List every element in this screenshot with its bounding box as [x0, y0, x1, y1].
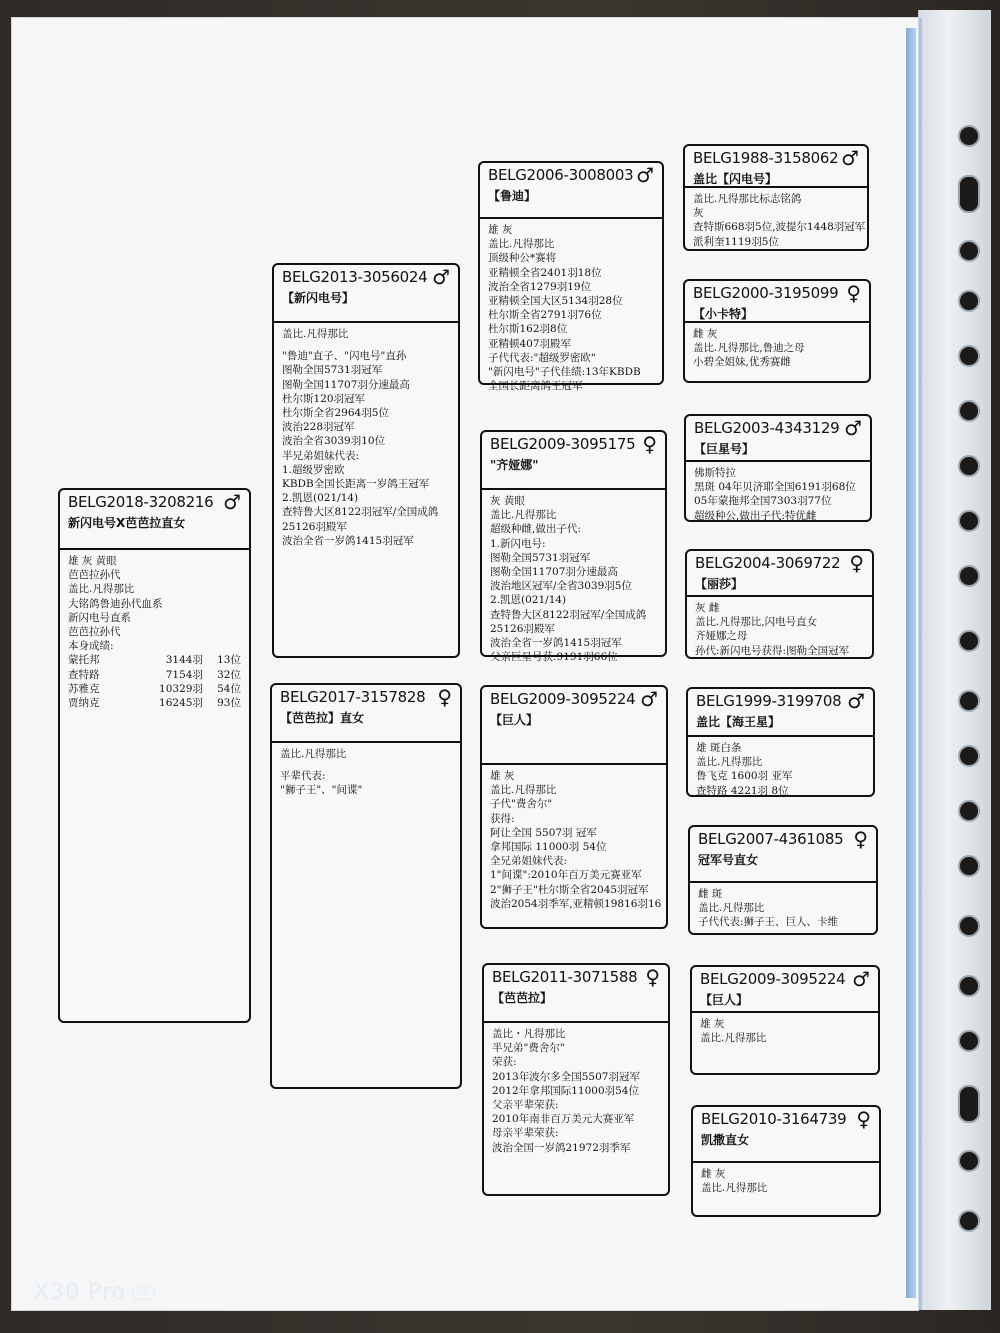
- note-line: 盖比.凡得那比,鲁迪之母: [693, 342, 805, 355]
- pigeon-name: 【巨人】: [490, 713, 539, 727]
- sex-symbol-icon: ♀: [642, 432, 657, 456]
- pigeon-name: 冠军号直女: [698, 853, 759, 867]
- pigeon-name: 盖比【海王星】: [696, 715, 781, 729]
- card-notes: [686, 462, 870, 527]
- note-line: 2"狮子王"杜尔斯全省2045羽冠军: [490, 883, 649, 896]
- note-line: 波治2054羽季军,亚精顿19816羽16: [490, 897, 662, 910]
- card-header: [692, 967, 878, 1013]
- note-line: 鲁飞克 1600羽 亚军: [696, 770, 793, 783]
- card-header: [274, 265, 458, 323]
- binder-strip: [918, 10, 991, 1310]
- note-line: 平辈代表:: [280, 770, 326, 783]
- note-line: 雄 灰: [700, 1018, 725, 1030]
- card-notes: [687, 597, 872, 662]
- note-line: 杜尔斯全省2964羽5位: [282, 407, 389, 420]
- paper-edge: [906, 28, 916, 1298]
- note-line: 杜尔斯162羽8位: [488, 323, 568, 336]
- note-line: 波治地区冠军/全省3039羽5位: [490, 580, 632, 593]
- ring-number: BELG2010-3164739: [701, 1110, 847, 1128]
- note-line: 子代代表:"超级罗密欧": [488, 351, 596, 364]
- card-notes: [60, 550, 249, 714]
- note-line: 盖比.凡得那比: [488, 238, 555, 251]
- note-line: 派利奎1119羽5位: [693, 235, 779, 248]
- note-line: 盖比.凡得那比: [700, 1032, 767, 1045]
- result-birds: 16245羽: [159, 697, 203, 710]
- note-line: 本身成绩:: [68, 640, 114, 653]
- note-line: 雄 斑白条: [696, 742, 742, 754]
- sex-symbol-icon: ♂: [847, 689, 865, 713]
- note-line: 灰 黄眼: [490, 495, 525, 507]
- note-line: 雌 灰: [701, 1168, 726, 1180]
- note-line: 母亲平辈荣获:: [492, 1127, 559, 1140]
- note-line: 盖比.凡得那比: [490, 784, 557, 797]
- note-line: 图勒全国5731羽冠军: [490, 551, 591, 564]
- race-results: [68, 653, 241, 710]
- note-line: KBDB全国长距离一岁鸽王冠军: [282, 478, 430, 491]
- note-line: 父亲巨星号获:9191羽66位: [490, 651, 618, 664]
- note-line: 获得:: [490, 812, 515, 825]
- pigeon-name: 【新闪电号】: [282, 291, 355, 305]
- camera-watermark: [34, 1280, 155, 1305]
- punch-hole: [958, 175, 980, 213]
- punch-hole: [958, 745, 980, 767]
- card-header: [60, 490, 249, 550]
- note-line: 新闪电号直系: [68, 611, 131, 624]
- ring-number: BELG1999-3199708: [696, 692, 842, 710]
- pigeon-name: 凯撒直女: [701, 1133, 750, 1147]
- note-line: 芭芭拉孙代: [68, 569, 121, 582]
- note-line: 顶级种公*赛将: [488, 252, 557, 265]
- sss-card: [683, 144, 869, 251]
- network-badge: 5G: [132, 1286, 155, 1300]
- note-line: 拿邦国际 11000羽 54位: [490, 841, 607, 854]
- camera-model: X30 Pro: [34, 1280, 126, 1305]
- note-line: 灰: [693, 207, 704, 220]
- result-birds: 3144羽: [165, 654, 203, 667]
- sex-symbol-icon: ♀: [846, 281, 861, 305]
- card-notes: [692, 1013, 878, 1049]
- note-line: 半兄弟"费舍尔": [492, 1042, 565, 1055]
- note-line: 杜尔斯120羽冠军: [282, 392, 366, 405]
- note-line: 查特鲁大区8122羽冠军/全国成鸽: [490, 608, 647, 621]
- result-row: [68, 653, 241, 667]
- ring-number: BELG1988-3158062: [693, 149, 839, 167]
- note-line: 亚精顿全省2401羽18位: [488, 266, 602, 279]
- punch-hole: [958, 855, 980, 877]
- punch-hole: [958, 690, 980, 712]
- note-line: 孙代:新闪电号获得:图勒全国冠军: [695, 644, 850, 657]
- ssd-card: [683, 279, 871, 383]
- sex-symbol-icon: ♀: [856, 1107, 871, 1131]
- card-header: [693, 1107, 879, 1163]
- punch-hole: [958, 800, 980, 822]
- ring-number: BELG2013-3056024: [282, 268, 428, 286]
- note-line: 05年蒙拖邦全国7303羽77位: [694, 495, 832, 508]
- card-notes: [274, 323, 458, 552]
- note-line: 1"间谍":2010年百万美元赛亚军: [490, 869, 642, 882]
- sex-symbol-icon: ♂: [223, 490, 241, 514]
- note-line: 全兄弟姐妹代表:: [490, 855, 568, 868]
- note-line: 子代"费舍尔": [490, 798, 553, 811]
- result-rank: 54位: [217, 682, 241, 695]
- card-header: [685, 146, 867, 188]
- note-line: 盖比.凡得那比: [698, 902, 765, 915]
- note-line: 黑斑 04年贝济耶全国6191羽68位: [694, 481, 856, 494]
- note-line: 芭芭拉孙代: [68, 626, 121, 639]
- sds-card: [684, 414, 872, 522]
- result-rank: 13位: [217, 654, 241, 667]
- note-line: 雌 斑: [698, 888, 723, 900]
- note-line: 查特斯668羽5位,波提尔1448羽冠军: [693, 221, 866, 234]
- pigeon-name: 【芭芭拉】: [492, 991, 553, 1005]
- result-rank: 93位: [217, 697, 241, 710]
- note-line: 波治全省3039羽10位: [282, 435, 386, 448]
- note-line: "鲁迪"直子、"闪电号"直孙: [282, 350, 407, 363]
- punch-hole: [958, 510, 980, 532]
- card-notes: [685, 323, 869, 374]
- note-line: 灰 雌: [695, 602, 720, 614]
- dam-dam-card: [482, 963, 670, 1196]
- card-notes: [685, 188, 867, 253]
- ring-number: BELG2007-4361085: [698, 830, 844, 848]
- note-line: 图勒全国5731羽冠军: [282, 364, 383, 377]
- note-line: 雄 灰 黄眼: [68, 555, 117, 567]
- card-header: [484, 965, 668, 1023]
- note-line: 阿让全国 5507羽 冠军: [490, 826, 597, 839]
- sire-dam-card: [480, 430, 667, 664]
- pigeon-name: 新闪电号X芭芭拉直女: [68, 516, 186, 530]
- card-notes: [688, 737, 873, 802]
- sex-symbol-icon: ♂: [640, 687, 658, 711]
- note-line: 盖比.凡得那比: [280, 748, 347, 760]
- pigeon-name: 【鲁迪】: [488, 189, 537, 203]
- sex-symbol-icon: ♂: [841, 146, 859, 170]
- note-line: 全国长距离鸽王冠军: [488, 380, 583, 393]
- card-header: [688, 689, 873, 737]
- note-line: 盖比.凡得那比: [701, 1182, 768, 1195]
- ddd-card: [691, 1105, 881, 1217]
- punch-hole: [958, 1085, 980, 1123]
- punch-hole: [958, 1030, 980, 1052]
- pigeon-name: 【小卡特】: [693, 307, 754, 321]
- dsd-card: [688, 825, 878, 935]
- result-place: 苏雅克: [68, 682, 100, 695]
- note-line: 波治全国一岁鸽21972羽季军: [492, 1141, 631, 1154]
- note-line: 1.超级罗密欧: [282, 463, 345, 476]
- result-place: 蒙托邦: [68, 654, 100, 667]
- note-line: 小碧全姐妹,优秀赛雌: [693, 356, 791, 369]
- pigeon-name: 【丽莎】: [695, 577, 744, 591]
- ring-number: BELG2011-3071588: [492, 968, 638, 986]
- card-notes: [480, 219, 662, 397]
- ring-number: BELG2006-3008003: [488, 166, 634, 184]
- pigeon-name: 【巨星号】: [694, 442, 755, 456]
- dds-card: [690, 965, 880, 1075]
- note-line: 佛斯特拉: [694, 467, 736, 479]
- sex-symbol-icon: ♀: [849, 551, 864, 575]
- ring-number: BELG2009-3095224: [490, 690, 636, 708]
- note-line: 2013年波尔多全国5507羽冠军: [492, 1070, 640, 1083]
- note-line: 盖比.凡得那比: [490, 509, 557, 522]
- sex-symbol-icon: ♂: [844, 416, 862, 440]
- punch-hole: [958, 455, 980, 477]
- note-line: 父亲平辈荣获:: [492, 1099, 559, 1112]
- card-header: [482, 432, 665, 490]
- ring-number: BELG2017-3157828: [280, 688, 426, 706]
- result-birds: 7154羽: [165, 668, 203, 681]
- sex-symbol-icon: ♀: [437, 685, 452, 709]
- punch-hole: [958, 915, 980, 937]
- pigeon-name: 【巨人】: [700, 993, 749, 1007]
- line-gap: [282, 341, 450, 349]
- note-line: 齐娅娜之母: [695, 630, 748, 643]
- card-header: [482, 687, 666, 765]
- punch-hole: [958, 1210, 980, 1232]
- note-line: 盖比.凡得那比,闪电号直女: [695, 616, 818, 629]
- card-header: [687, 551, 872, 597]
- card-header: [480, 163, 662, 219]
- pigeon-name: "齐娅娜": [490, 458, 539, 472]
- note-line: 2.凯恩(021/14): [490, 594, 567, 607]
- note-line: 杜尔斯全省2791羽76位: [488, 309, 602, 322]
- pigeon-name: 【芭芭拉】直女: [280, 711, 365, 725]
- dam-card: [270, 683, 462, 1089]
- note-line: 盖比.凡得那比: [68, 583, 135, 596]
- sex-symbol-icon: ♀: [645, 965, 660, 989]
- note-line: 波治全省1279羽19位: [488, 280, 592, 293]
- note-line: 波治全省一岁鸽1415羽冠军: [490, 637, 622, 650]
- card-header: [690, 827, 876, 883]
- punch-hole: [958, 975, 980, 997]
- card-header: [686, 416, 870, 462]
- note-line: "新闪电号"子代佳绩:13年KBDB: [488, 366, 641, 379]
- sire-card: [272, 263, 460, 658]
- sex-symbol-icon: ♂: [432, 265, 450, 289]
- note-line: 波治228羽冠军: [282, 421, 355, 434]
- punch-hole: [958, 565, 980, 587]
- punch-hole: [958, 240, 980, 262]
- card-notes: [482, 490, 665, 668]
- dam-sire-card: [480, 685, 668, 929]
- note-line: 雌 灰: [693, 328, 718, 340]
- result-rank: 32位: [217, 668, 241, 681]
- punch-hole: [958, 630, 980, 652]
- note-line: 25126羽殿军: [490, 622, 555, 635]
- note-line: 雄 灰: [488, 224, 513, 236]
- note-line: 超级种公,做出子代:特优雌: [694, 509, 817, 522]
- ring-number: BELG2004-3069722: [695, 554, 841, 572]
- note-line: 雄 灰: [490, 770, 515, 782]
- note-line: 2010年南非百万美元大赛亚军: [492, 1113, 635, 1126]
- ring-number: BELG2009-3095224: [700, 970, 846, 988]
- note-line: 亚精顿全国大区5134羽28位: [488, 295, 623, 308]
- result-birds: 10329羽: [159, 682, 203, 695]
- sex-symbol-icon: ♂: [852, 967, 870, 991]
- note-line: 超级种雌,做出子代:: [490, 523, 581, 536]
- sex-symbol-icon: ♂: [636, 163, 654, 187]
- line-gap: [280, 761, 452, 769]
- note-line: "狮子王"、"间谍": [280, 784, 363, 797]
- result-row: [68, 682, 241, 696]
- card-notes: [272, 743, 460, 802]
- card-notes: [482, 765, 666, 915]
- note-line: 盖比・凡得那比: [492, 1028, 566, 1040]
- sex-symbol-icon: ♀: [853, 827, 868, 851]
- note-line: 2012年拿邦国际11000羽54位: [492, 1084, 639, 1097]
- result-row: [68, 696, 241, 710]
- ring-number: BELG2000-3195099: [693, 284, 839, 302]
- punch-hole: [958, 1150, 980, 1172]
- ring-number: BELG2003-4343129: [694, 419, 840, 437]
- note-line: 盖比.凡得那比: [696, 756, 763, 769]
- card-header: [272, 685, 460, 743]
- note-line: 2.凯恩(021/14): [282, 492, 359, 505]
- punch-hole: [958, 290, 980, 312]
- note-line: 查特路 4221羽 8位: [696, 784, 789, 797]
- note-line: 盖比.凡得那比: [282, 328, 349, 340]
- note-line: 查特鲁大区8122羽冠军/全国成鸽: [282, 506, 439, 519]
- note-line: 半兄弟姐妹代表:: [282, 449, 360, 462]
- note-line: 图勒全国11707羽分速最高: [490, 566, 618, 579]
- punch-hole: [958, 345, 980, 367]
- note-line: 1.新闪电号:: [490, 537, 546, 550]
- card-header: [685, 281, 869, 323]
- note-line: 图勒全国11707羽分速最高: [282, 378, 410, 391]
- note-line: 亚精顿407羽殿军: [488, 337, 572, 350]
- punch-hole: [958, 400, 980, 422]
- note-line: 波治全省一岁鸽1415羽冠军: [282, 534, 414, 547]
- card-notes: [484, 1023, 668, 1159]
- dss-card: [686, 687, 875, 797]
- sdd-card: [685, 549, 874, 659]
- result-place: 查特路: [68, 668, 100, 681]
- punch-hole: [958, 125, 980, 147]
- ring-number: BELG2009-3095175: [490, 435, 636, 453]
- card-notes: [690, 883, 876, 934]
- sire-sire-card: [478, 161, 664, 393]
- ring-number: BELG2018-3208216: [68, 493, 214, 511]
- note-line: 荣获:: [492, 1056, 517, 1069]
- result-row: [68, 668, 241, 682]
- note-line: 盖比.凡得那比标志铭鸽: [693, 193, 802, 205]
- note-line: 25126羽殿军: [282, 520, 347, 533]
- card-notes: [693, 1163, 879, 1199]
- note-line: 大铭鸽鲁迪孙代血系: [68, 597, 163, 610]
- pigeon-name: 盖比【闪电号】: [693, 172, 778, 186]
- subject-card: [58, 488, 251, 1023]
- result-place: 贾纳克: [68, 697, 100, 710]
- note-line: 子代代表:狮子王、巨人、卡维: [698, 916, 839, 929]
